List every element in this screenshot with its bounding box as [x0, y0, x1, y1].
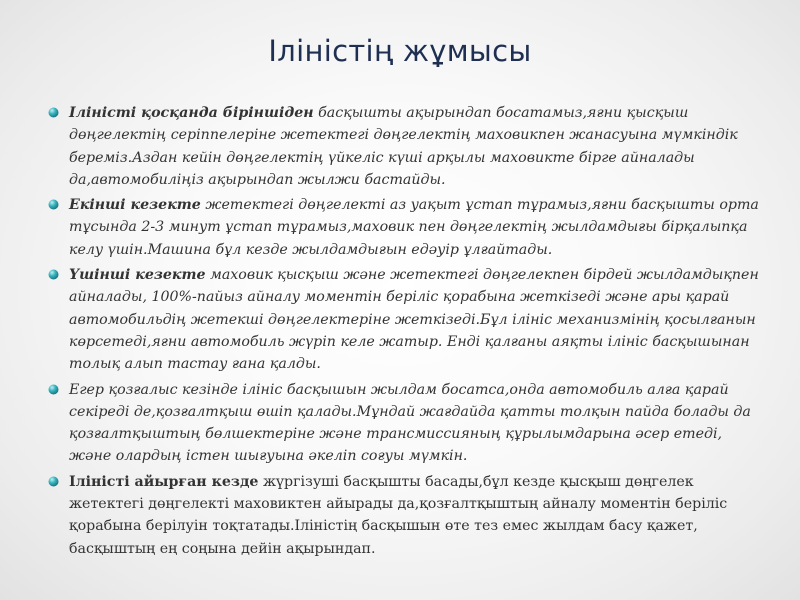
bullet-paragraph-4 — [48, 379, 760, 468]
paragraph-text: басқышты ақырындап босатамыз,яғни қысқыш дөңгелектің серіппелеріне жетектегі дөңгелектің маховикпен жанасуына мүмкіндік береміз.Аздан кейін дөңгелектің үйкеліс күші арқылы маховикте бірге айналады да,автомобиліңіз ақырындап жылжи бастайды. — [69, 105, 738, 188]
paragraph-lead: Іліністі қосқанда біріншіден — [69, 105, 314, 121]
paragraph-text: Егер қозғалыс кезінде ілініс басқышын жылдам босатса,онда автомобиль алға қарай секіреді де,қозғалтқыш өшіп қалады.Мұндай жағдайда қатты толқын пайда болады да қозғалтқыштың бөлшектеріне және трансмиссияның құрылымдарына әсер етеді, және олардың істен шығуына әкеліп соғуы мүмкін. — [69, 381, 751, 465]
paragraph-lead: Екінші кезекте — [69, 197, 201, 214]
paragraph-lead: Іліністі айырған кезде — [69, 473, 259, 490]
slide-body — [48, 102, 760, 563]
bullet-paragraph-5 — [48, 471, 760, 560]
teal-sphere-bullet-icon — [48, 107, 59, 118]
slide-title: Іліністің жұмысы — [268, 34, 532, 68]
teal-sphere-bullet-icon — [48, 269, 59, 280]
teal-sphere-bullet-icon — [48, 476, 59, 487]
bullet-paragraph-1 — [48, 102, 760, 191]
paragraph-text: маховик қысқыш және жетектегі дөңгелекпен бірдей жылдамдықпен айналады, 100%-пайыз айналу моментін беріліс қорабына жеткізеді және ары қарай автомобильдің жетекші дөңгелектеріне жеткізеді.Бұл ілініс механизмінің қосылғанын көрсетеді,яғни автомобиль жүріп келе жатыр. Енді қалғаны аяқты ілініс басқышынан толық алып тастау ғана қалды. — [69, 267, 759, 373]
bullet-paragraph-2 — [48, 194, 760, 261]
paragraph-text: жүргізуші басқышты басады,бұл кезде қысқыш дөңгелек жетектегі дөңгелекті маховиктен айырады да,қозғалтқыштың айналу моментін беріліс қорабына берілуін тоқтатады.Іліністің басқышын өте тез емес жылдам басу қажет, басқыштың ең соңына дейін ақырындап. — [69, 473, 728, 557]
teal-sphere-bullet-icon — [48, 199, 59, 210]
paragraph-lead: Үшінші кезекте — [69, 267, 206, 284]
paragraph-text: жетектегі дөңгелекті аз уақыт ұстап тұрамыз,яғни басқышты орта тұсында 2-3 минут ұстап тұрамыз,маховик пен дөңгелектің жылдамдығы бірқалыпқа келу үшін.Машина бұл кезде жылдамдығын едәуір ұлғайтады. — [69, 197, 759, 258]
teal-sphere-bullet-icon — [48, 384, 59, 395]
bullet-paragraph-3 — [48, 264, 760, 375]
